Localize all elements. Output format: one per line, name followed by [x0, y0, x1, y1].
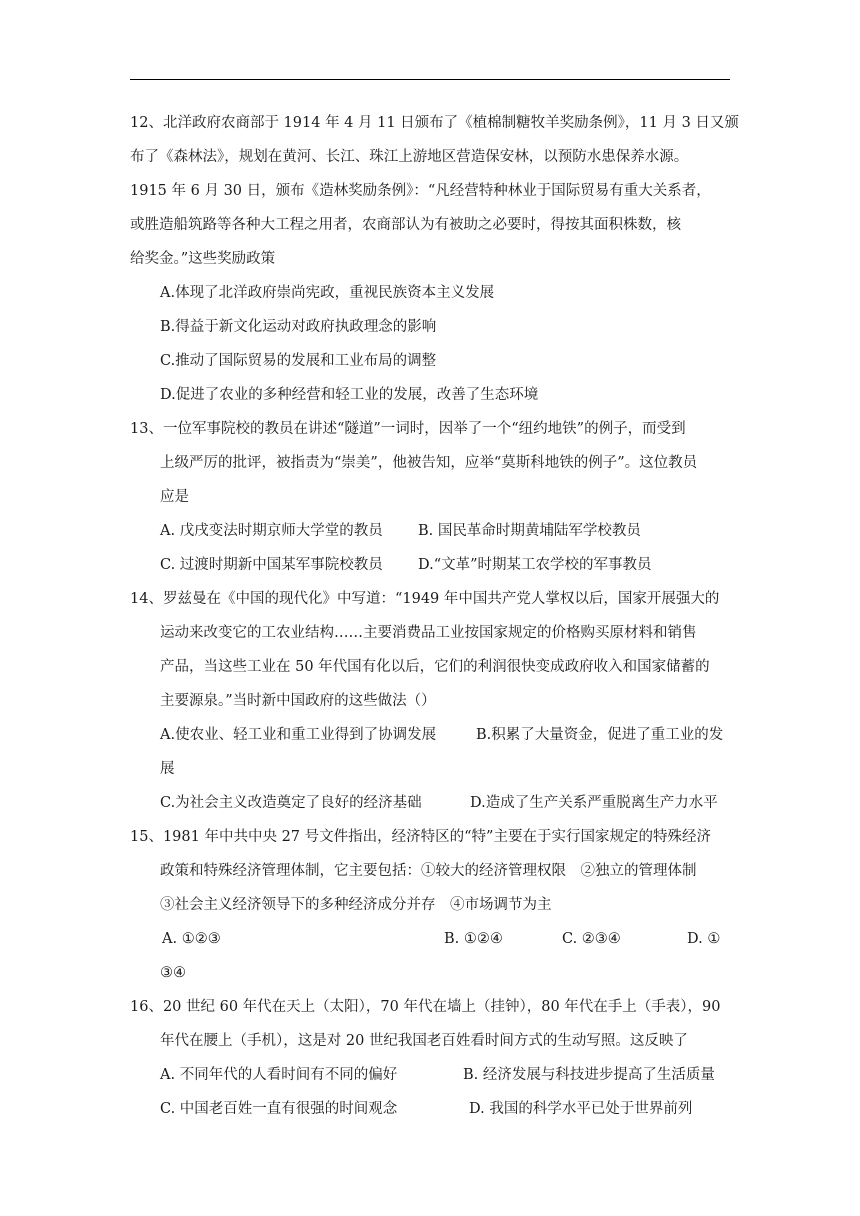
question-16 [130, 990, 730, 1126]
option-d-continued: ③④ [160, 965, 186, 981]
option-b: B. 国民革命时期黄埔陆军学校教员 [418, 523, 641, 539]
question-text-line: 主要源泉。”当时新中国政府的这些做法（） [160, 693, 436, 709]
question-13 [130, 412, 730, 582]
option-a: A.体现了北洋政府崇尚宪政，重视民族资本主义发展 [160, 285, 495, 301]
header-rule [130, 79, 730, 80]
option-row [130, 1092, 730, 1126]
question-text-line: 或胜造船筑路等各种大工程之用者，农商部认为有被助之必要时，得按其面积株数，核 [130, 217, 681, 233]
question-text-line: 上级严厉的批评，被指责为“崇美”，他被告知，应举“莫斯科地铁的例子”。这位教员 [160, 455, 698, 471]
question-15 [130, 820, 730, 990]
option-a: A. ①②③ [162, 931, 221, 947]
option-a: A.使农业、轻工业和重工业得到了协调发展 [160, 727, 437, 743]
option-b: B.得益于新文化运动对政府执政理念的影响 [160, 319, 437, 335]
question-text-line: 政策和特殊经济管理体制，它主要包括：①较大的经济管理权限 ②独立的管理体制 [160, 863, 697, 879]
question-text-line: ③社会主义经济领导下的多种经济成分并存 ④市场调节为主 [160, 897, 552, 913]
option-row [130, 548, 730, 582]
option-a: A. 不同年代的人看时间有不同的偏好 [160, 1067, 398, 1083]
question-text-line: 产品，当这些工业在 50 年代国有化以后，它们的利润很快变成政府收入和国家储蓄的 [160, 659, 710, 675]
question-text-line: 1915 年 6 月 30 日，颁布《造林奖励条例》：“凡经营特种林业于国际贸易有重大关系者， [130, 183, 711, 199]
question-text-line: 15、1981 年中共中央 27 号文件指出，经济特区的“特”主要在于实行国家规定的特殊经济 [130, 829, 711, 845]
option-d: D. 我国的科学水平已处于世界前列 [469, 1101, 693, 1117]
question-text-line: 16、20 世纪 60 年代在天上（太阳），70 年代在墙上（挂钟），80 年代在手上（手表），90 [130, 999, 721, 1015]
question-text-line: 12、北洋政府农商部于 1914 年 4 月 11 日颁布了《植棉制糖牧羊奖励条例》，11 月 3 日又颁 [130, 115, 739, 131]
option-row [130, 1058, 730, 1092]
option-c: C.为社会主义改造奠定了良好的经济基础 [160, 795, 422, 811]
option-d: D.“文革”时期某工农学校的军事教员 [418, 557, 652, 573]
option-c: C. ②③④ [562, 931, 621, 947]
question-text-line: 13、一位军事院校的教员在讲述“隧道”一词时，因举了一个“纽约地铁”的例子，而受到 [130, 421, 686, 437]
option-c: C. 过渡时期新中国某军事院校教员 [160, 557, 383, 573]
option-row [130, 922, 730, 956]
option-a: A. 戊戌变法时期京师大学堂的教员 [160, 523, 383, 539]
exam-page [130, 106, 739, 1126]
option-c: C. 中国老百姓一直有很强的时间观念 [160, 1101, 398, 1117]
question-text-line: 给奖金。”这些奖励政策 [130, 251, 276, 267]
option-row [130, 718, 730, 752]
question-text-line: 运动来改变它的工农业结构……主要消费品工业按国家规定的价格购买原材料和销售 [160, 625, 697, 641]
question-12 [130, 106, 739, 412]
question-text-line: 年代在腰上（手机），这是对 20 世纪我国老百姓看时间方式的生动写照。这反映了 [160, 1033, 688, 1049]
option-row [130, 514, 730, 548]
option-b: B. ①②④ [444, 931, 503, 947]
question-text-line: 14、罗兹曼在《中国的现代化》中写道：“1949 年中国共产党人掌权以后，国家开展强大的 [130, 591, 720, 607]
question-text-line: 应是 [160, 489, 189, 505]
option-b: B.积累了大量资金，促进了重工业的发 [476, 727, 724, 743]
option-d: D.造成了生产关系严重脱离生产力水平 [470, 795, 718, 811]
option-c: C.推动了国际贸易的发展和工业布局的调整 [160, 353, 437, 369]
option-row [130, 786, 730, 820]
option-b: B. 经济发展与科技进步提高了生活质量 [463, 1067, 715, 1083]
option-d: D. ① [687, 931, 721, 947]
option-d: D.促进了农业的多种经营和轻工业的发展，改善了生态环境 [160, 387, 539, 403]
option-b-continued: 展 [160, 761, 175, 777]
question-text-line: 布了《森林法》，规划在黄河、长江、珠江上游地区营造保安林，以预防水患保养水源。 [130, 149, 689, 165]
question-14 [130, 582, 730, 820]
